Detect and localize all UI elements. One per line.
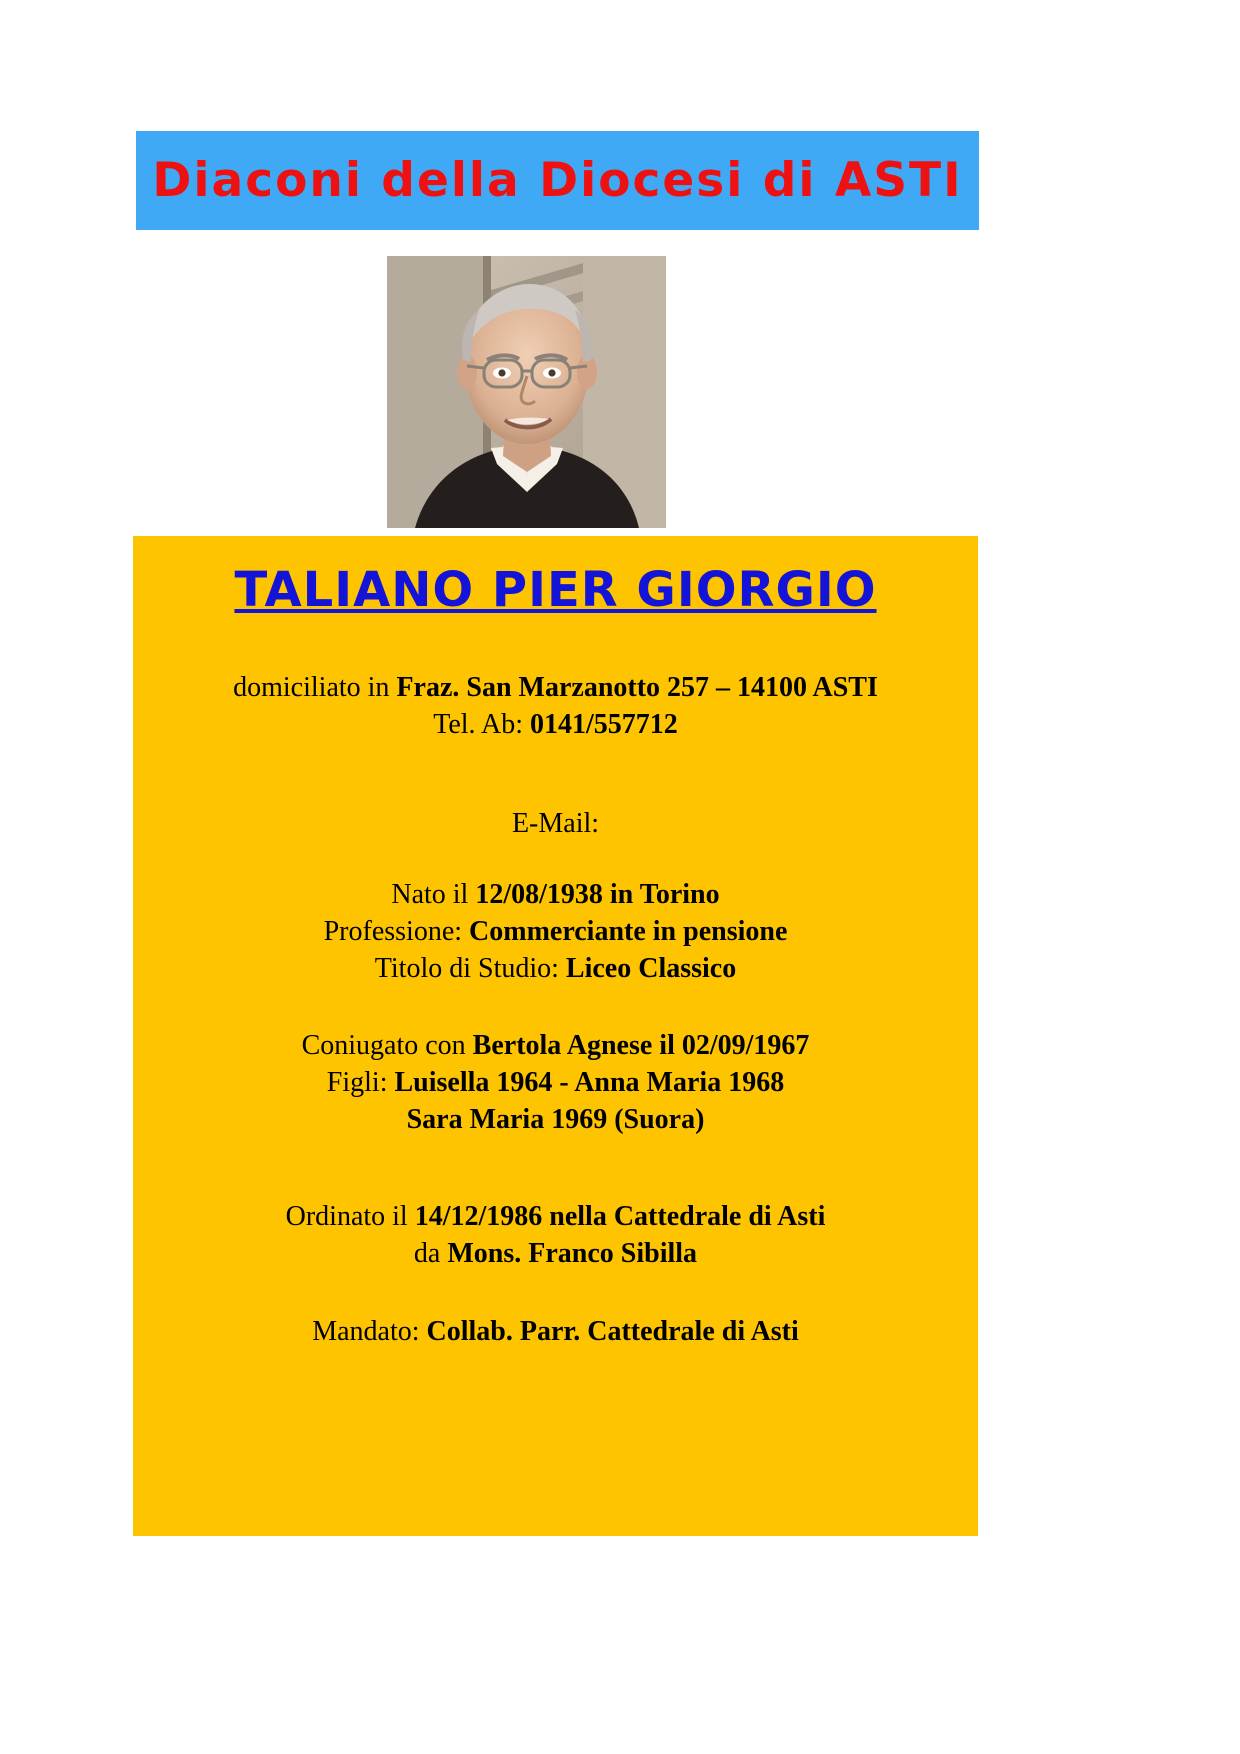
phone-line [133,707,978,744]
birth-label: Nato il [391,878,476,910]
person-name: TALIANO PIER GIORGIO [234,562,877,618]
header-banner [136,131,979,230]
mandate-label: Mandato: [312,1316,427,1348]
ordination-label: Ordinato il [285,1200,415,1232]
email-label: E-Mail: [511,807,600,839]
ordaining-bishop-label: da [413,1237,448,1269]
address-block [133,670,978,744]
ordination-line [133,1199,978,1236]
ordaining-bishop-value: Mons. Franco Sibilla [447,1237,698,1269]
address-line [133,670,978,707]
bio-block [133,877,978,988]
children-label: Figli: [326,1066,395,1098]
ordination-value: 14/12/1986 nella Cattedrale di Asti [414,1200,826,1232]
children-value: Luisella 1964 - Anna Maria 1968 [394,1066,785,1098]
spouse-label: Coniugato con [301,1029,473,1061]
family-block [133,1028,978,1139]
profession-value: Commerciante in pensione [469,915,788,947]
portrait-photo [387,256,666,528]
spouse-value: Bertola Agnese il 02/09/1967 [472,1029,810,1061]
children-value-2: Sara Maria 1969 (Suora) [406,1103,705,1135]
address-value: Fraz. San Marzanotto 257 – 14100 ASTI [396,672,878,703]
mandate-block [133,1314,978,1351]
children-line-2 [133,1102,978,1139]
portrait-photo-image [387,256,666,528]
phone-value: 0141/557712 [530,708,678,740]
profession-label: Professione: [323,915,470,947]
address-label: domiciliato in [233,672,397,703]
education-line [133,951,978,988]
birth-line [133,877,978,914]
ordination-block [133,1199,978,1273]
email-block [133,806,978,843]
birth-value: 12/08/1938 in Torino [475,878,720,910]
education-label: Titolo di Studio: [374,952,566,984]
spouse-line [133,1028,978,1065]
phone-label: Tel. Ab: [433,708,531,740]
mandate-value: Collab. Parr. Cattedrale di Asti [426,1316,799,1348]
page-title: Diaconi della Diocesi di ASTI [152,153,963,208]
profession-line [133,914,978,951]
info-card [133,536,978,1536]
ordaining-bishop-line [133,1236,978,1273]
children-line [133,1065,978,1102]
education-value: Liceo Classico [565,952,737,984]
